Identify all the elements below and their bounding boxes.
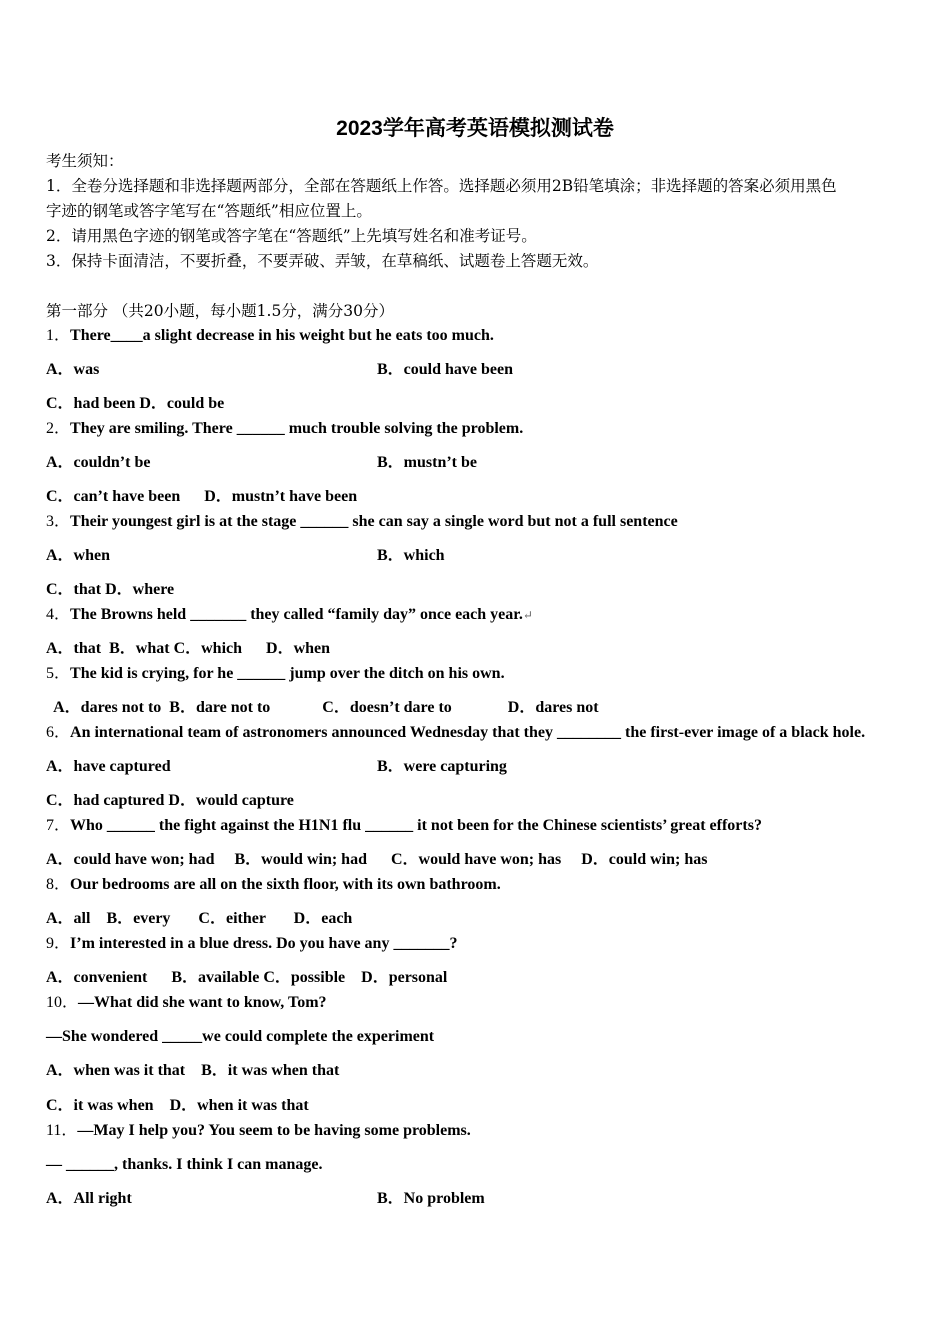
- paragraph-mark-icon: ↵: [522, 608, 533, 622]
- q6-option-a[interactable]: A．have captured: [46, 758, 171, 775]
- q5-options[interactable]: A．dares not to B．dare not to C．doesn’t dare to D．dares not: [46, 699, 599, 716]
- question-6: [46, 723, 865, 743]
- q1-options-cd[interactable]: C．had been D．could be: [46, 395, 225, 412]
- q3-option-b[interactable]: B．which: [377, 547, 445, 564]
- question-number: 7．: [46, 817, 71, 834]
- question-number: 3．: [46, 513, 71, 530]
- q3-option-a[interactable]: A．when: [46, 547, 111, 564]
- question-number: 10．: [46, 994, 79, 1011]
- question-number: 5．: [46, 665, 71, 682]
- q11-option-a[interactable]: A．All right: [46, 1190, 132, 1207]
- question-text: Their youngest girl is at the stage ______ she can say a single word but not a full sentence: [70, 513, 678, 530]
- question-1: [46, 326, 494, 346]
- q3-options-cd[interactable]: C．that D．where: [46, 581, 175, 598]
- question-10: [46, 993, 327, 1013]
- q2-options-cd[interactable]: C．can’t have been D．mustn’t have been: [46, 488, 358, 505]
- q10-options-ab[interactable]: A．when was it that B．it was when that: [46, 1062, 340, 1079]
- question-8: [46, 875, 501, 895]
- question-text: An international team of astronomers announced Wednesday that they ________ the first-ever image of a black hole.: [70, 724, 866, 741]
- q11-option-b[interactable]: B．No problem: [377, 1190, 485, 1207]
- question-9: [46, 934, 457, 954]
- question-number: 9．: [46, 935, 71, 952]
- q6-option-b[interactable]: B．were capturing: [377, 758, 507, 775]
- notice-item-1: 1．全卷分选择题和非选择题两部分，全部在答题纸上作答。选择题必须用2B铅笔填涂；非选择题的答案必须用黑色: [46, 177, 837, 195]
- notice-item-1-cont: 字迹的钢笔或答字笔写在“答题纸”相应位置上。: [46, 202, 372, 220]
- q4-options[interactable]: A．that B．what C．which D．when: [46, 640, 331, 657]
- q7-options[interactable]: A．could have won; had B．would win; had C．would have won; has D．could win; has: [46, 851, 708, 868]
- q2-option-a[interactable]: A．couldn’t be: [46, 454, 151, 471]
- question-number: 4．: [46, 606, 71, 623]
- q1-option-a[interactable]: A．was: [46, 361, 100, 378]
- q9-options[interactable]: A．convenient B．available C．possible D．personal: [46, 969, 448, 986]
- q1-option-b[interactable]: B．could have been: [377, 361, 514, 378]
- question-7: [46, 816, 762, 836]
- question-text: I’m interested in a blue dress. Do you have any _______?: [70, 935, 458, 952]
- question-number: 8．: [46, 876, 71, 893]
- question-text: —May I help you? You seem to be having some problems.: [77, 1122, 471, 1139]
- question-text: Who ______ the fight against the H1N1 flu ______ it not been for the Chinese scientists’ great efforts?: [70, 817, 762, 834]
- notice-item-3: 3．保持卡面清洁，不要折叠，不要弄破、弄皱，在草稿纸、试题卷上答题无效。: [46, 252, 599, 270]
- question-number: 1．: [46, 327, 71, 344]
- q11-dialogue-line: — ______, thanks. I think I can manage.: [46, 1156, 323, 1173]
- question-number: 2．: [46, 420, 71, 437]
- question-4: [46, 605, 533, 625]
- q10-dialogue-line: —She wondered _____we could complete the experiment: [46, 1028, 435, 1045]
- question-2: [46, 419, 523, 439]
- question-text: They are smiling. There ______ much trouble solving the problem.: [70, 420, 524, 437]
- q8-options[interactable]: A．all B．every C．either D．each: [46, 910, 353, 927]
- page-title: 2023学年高考英语模拟测试卷: [336, 117, 614, 140]
- question-number: 11．: [46, 1122, 78, 1139]
- q10-options-cd[interactable]: C．it was when D．when it was that: [46, 1097, 309, 1114]
- question-text: —What did she want to know, Tom?: [78, 994, 327, 1011]
- section-heading: 第一部分 （共20小题，每小题1.5分，满分30分）: [46, 302, 395, 320]
- q2-option-b[interactable]: B．mustn’t be: [377, 454, 478, 471]
- notice-item-2: 2．请用黑色字迹的钢笔或答字笔在“答题纸”上先填写姓名和准考证号。: [46, 227, 537, 245]
- question-text: There____a slight decrease in his weight but he eats too much.: [70, 327, 494, 344]
- question-number: 6．: [46, 724, 71, 741]
- q6-options-cd[interactable]: C．had captured D．would capture: [46, 792, 294, 809]
- question-11: [46, 1121, 471, 1141]
- question-text: The kid is crying, for he ______ jump over the ditch on his own.: [70, 665, 505, 682]
- question-text: The Browns held _______ they called “family day” once each year.: [70, 606, 523, 623]
- question-5: [46, 664, 505, 684]
- notice-heading: 考生须知：: [46, 152, 124, 170]
- question-text: Our bedrooms are all on the sixth floor, with its own bathroom.: [70, 876, 501, 893]
- question-3: [46, 512, 678, 532]
